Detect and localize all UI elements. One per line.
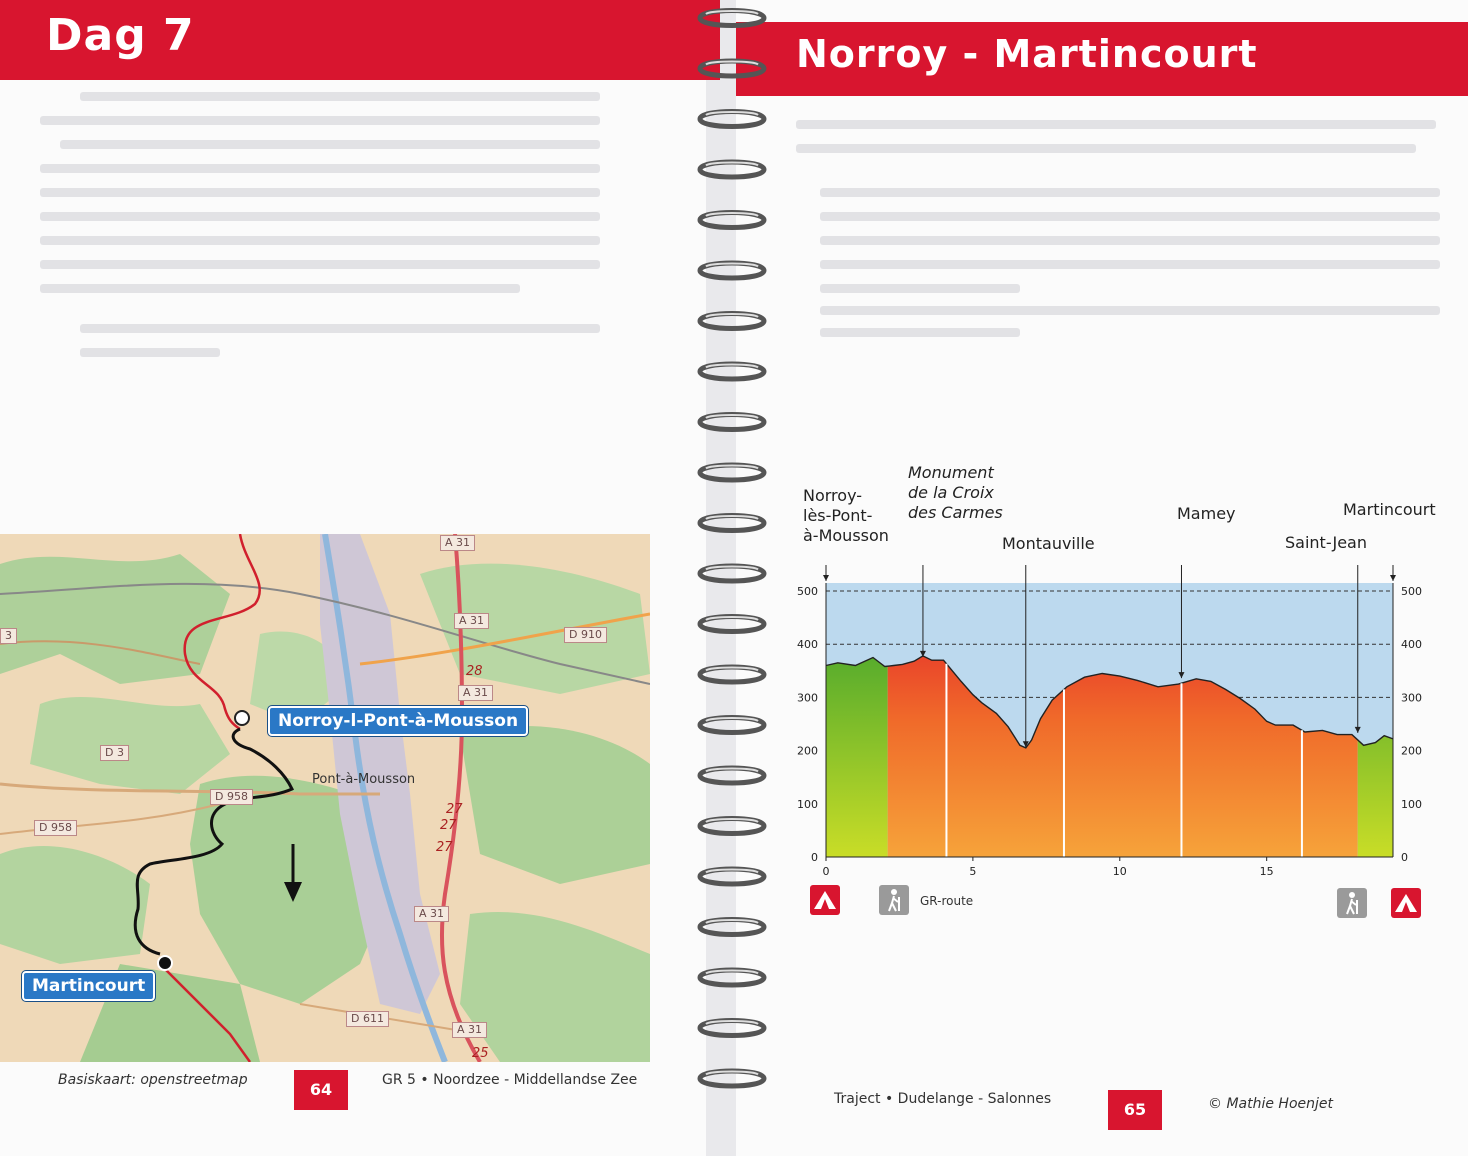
bleed-through-text xyxy=(40,212,600,221)
day-banner xyxy=(0,0,720,80)
bleed-through-text xyxy=(820,212,1440,221)
junction-number: 27 xyxy=(436,840,453,855)
bleed-through-text xyxy=(40,188,600,197)
route-title-footer: GR 5 • Noordzee - Middellandse Zee xyxy=(382,1072,638,1088)
hiker-icon xyxy=(1337,888,1367,918)
legend-gr-route: GR-route xyxy=(920,894,974,908)
page-number-left: 64 xyxy=(294,1070,348,1110)
x-tick-label: 10 xyxy=(1112,865,1127,878)
road-label: D 958 xyxy=(34,820,77,836)
start-place-label: Norroy-l-Pont-à-Mousson xyxy=(268,706,528,736)
route-map xyxy=(0,534,650,1062)
y-tick-label-left: 0 xyxy=(811,851,818,864)
bleed-through-text xyxy=(820,188,1440,197)
stage-banner xyxy=(736,22,1468,96)
y-tick-label-right: 400 xyxy=(1401,638,1422,652)
campsite-icon xyxy=(810,885,840,915)
y-tick-label-right: 0 xyxy=(1401,851,1408,864)
page-number-right: 65 xyxy=(1108,1090,1162,1130)
road-label: A 31 xyxy=(458,685,493,701)
town-label: Pont-à-Mousson xyxy=(312,772,416,787)
x-tick-label: 5 xyxy=(969,865,977,878)
junction-number: 27 xyxy=(446,802,463,817)
hiker-icon xyxy=(879,885,909,915)
copyright: © Mathie Hoenjet xyxy=(1208,1096,1333,1112)
y-tick-label-right: 500 xyxy=(1401,585,1422,598)
bleed-through-text xyxy=(820,236,1440,245)
profile-label-montauville: Montauville xyxy=(1002,534,1095,553)
elevation-profile-chart xyxy=(790,565,1440,885)
x-tick-label: 0 xyxy=(822,865,830,878)
y-tick-label-left: 400 xyxy=(797,638,818,652)
road-label: D 910 xyxy=(564,627,607,643)
stage-title: Norroy - Martincourt xyxy=(796,32,1258,76)
y-tick-label-right: 100 xyxy=(1401,797,1422,811)
y-tick-label-left: 300 xyxy=(797,691,818,705)
bleed-through-text xyxy=(80,324,600,333)
junction-number: 28 xyxy=(466,664,483,679)
end-place-label: Martincourt xyxy=(22,971,155,1001)
section-footer: Traject • Dudelange - Salonnes xyxy=(834,1091,1052,1107)
bleed-through-text xyxy=(40,260,600,269)
road-label: A 31 xyxy=(440,535,475,551)
day-title: Dag 7 xyxy=(46,10,195,61)
bleed-through-text xyxy=(40,164,600,173)
bleed-through-text xyxy=(40,116,600,125)
road-label: A 31 xyxy=(454,613,489,629)
road-label: D 611 xyxy=(346,1011,389,1027)
road-label: D 3 xyxy=(100,745,129,761)
profile-label-saint-jean: Saint-Jean xyxy=(1285,533,1367,552)
y-tick-label-right: 300 xyxy=(1401,691,1422,705)
bleed-through-text xyxy=(80,92,600,101)
bleed-through-text xyxy=(820,260,1440,269)
bleed-through-text xyxy=(820,328,1020,337)
bleed-through-text xyxy=(60,140,600,149)
map-source: Basiskaart: openstreetmap xyxy=(58,1072,248,1088)
bleed-through-text xyxy=(40,284,520,293)
profile-label-mamey: Mamey xyxy=(1177,504,1236,523)
bleed-through-text xyxy=(796,120,1436,129)
road-label: A 31 xyxy=(414,906,449,922)
junction-number: 27 xyxy=(440,818,457,833)
bleed-through-text xyxy=(796,144,1416,153)
road-label: D 958 xyxy=(210,789,253,805)
y-tick-label-right: 200 xyxy=(1401,744,1422,758)
y-tick-label-left: 100 xyxy=(797,797,818,811)
y-tick-label-left: 200 xyxy=(797,744,818,758)
y-tick-label-left: 500 xyxy=(797,585,818,598)
profile-label-start: Norroy- lès-Pont- à-Mousson xyxy=(803,486,889,545)
junction-number: 25 xyxy=(472,1046,489,1061)
bleed-through-text xyxy=(820,284,1020,293)
spiral-binding xyxy=(690,0,774,1156)
road-label: 3 xyxy=(0,628,17,644)
bleed-through-text xyxy=(40,236,600,245)
profile-label-martincourt: Martincourt xyxy=(1343,500,1436,519)
bleed-through-text xyxy=(820,306,1440,315)
chart-layer xyxy=(797,565,1422,878)
x-tick-label: 15 xyxy=(1259,865,1274,878)
campsite-icon xyxy=(1391,888,1421,918)
road-label: A 31 xyxy=(452,1022,487,1038)
pointer-arrow xyxy=(823,575,829,581)
profile-label-monument: Monument de la Croix des Carmes xyxy=(908,463,1003,522)
pointer-arrow xyxy=(1390,575,1396,581)
bleed-through-text xyxy=(80,348,220,357)
